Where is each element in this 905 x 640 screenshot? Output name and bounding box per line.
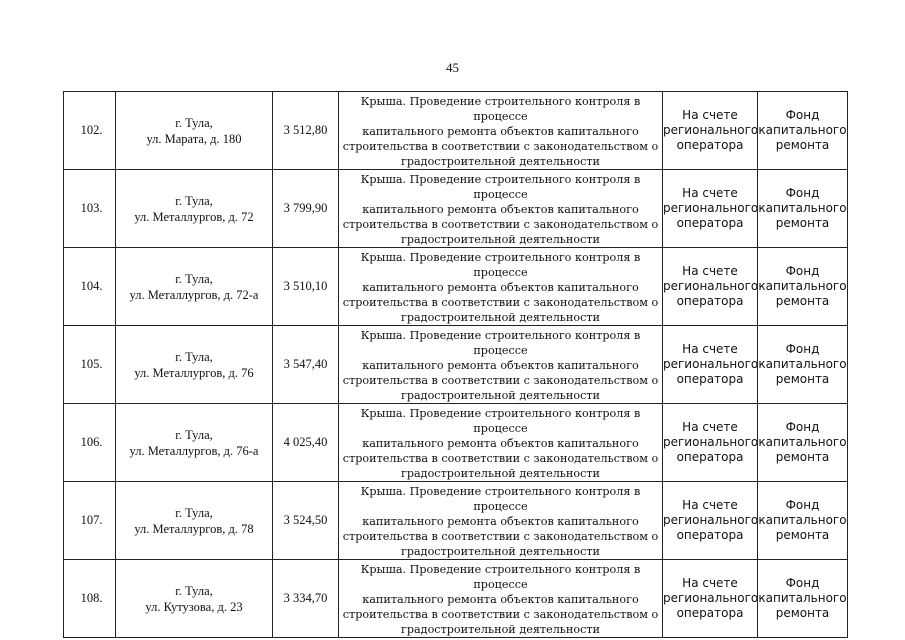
funding-source-line: капитального <box>758 357 847 371</box>
repair-table <box>63 91 848 638</box>
cost-value: 3 524,50 <box>283 513 328 527</box>
row-number-cell <box>64 482 116 560</box>
work-description-cell <box>339 326 663 404</box>
work-description-line: Крыша. Проведение строительного контроля в процессе <box>360 173 641 201</box>
funding-source-cell <box>758 560 848 638</box>
work-description-line: капитального ремонта объектов капитального <box>362 515 639 528</box>
funding-source-line: ремонта <box>775 606 830 620</box>
funding-source-line: капитального <box>758 591 847 605</box>
account-cell <box>663 482 758 560</box>
funding-source-line: капитального <box>758 513 847 527</box>
account-line: На счете <box>682 498 738 512</box>
funding-source-line: Фонд <box>785 108 820 122</box>
address-street: ул. Металлургов, д. 76-а <box>129 443 259 458</box>
work-description-line: градостроительной деятельности <box>400 545 600 558</box>
funding-source-line: капитального <box>758 201 847 215</box>
address-city: г. Тула, <box>175 193 213 208</box>
row-number: 104. <box>80 279 103 293</box>
funding-source-line: ремонта <box>775 450 830 464</box>
table-row <box>64 92 848 170</box>
work-description-line: капитального ремонта объектов капитального <box>362 203 639 216</box>
address-street: ул. Металлургов, д. 78 <box>134 521 254 536</box>
cost-cell <box>273 482 339 560</box>
work-description-line: градостроительной деятельности <box>400 389 600 402</box>
funding-source-line: ремонта <box>775 294 830 308</box>
cost-value: 4 025,40 <box>283 435 328 449</box>
cost-value: 3 512,80 <box>283 123 328 137</box>
funding-source-cell <box>758 404 848 482</box>
work-description-line: капитального ремонта объектов капитального <box>362 281 639 294</box>
funding-source-line: Фонд <box>785 264 820 278</box>
funding-source-line: ремонта <box>775 216 830 230</box>
funding-source-line: капитального <box>758 435 847 449</box>
account-line: оператора <box>676 372 744 386</box>
work-description-line: градостроительной деятельности <box>400 155 600 168</box>
row-number-cell <box>64 248 116 326</box>
cost-cell <box>273 248 339 326</box>
row-number: 107. <box>80 513 103 527</box>
address-street: ул. Марата, д. 180 <box>146 131 242 146</box>
work-description-line: Крыша. Проведение строительного контроля в процессе <box>360 485 641 513</box>
account-line: регионального <box>663 435 759 449</box>
work-description-line: строительства в соответствии с законодательством о <box>342 530 659 543</box>
account-line: На счете <box>682 264 738 278</box>
address-cell <box>116 326 273 404</box>
work-description-line: капитального ремонта объектов капитального <box>362 437 639 450</box>
address-cell <box>116 482 273 560</box>
table-row <box>64 404 848 482</box>
row-number: 106. <box>80 435 103 449</box>
account-line: регионального <box>663 201 759 215</box>
funding-source-line: Фонд <box>785 576 820 590</box>
account-line: оператора <box>676 528 744 542</box>
address-cell <box>116 170 273 248</box>
work-description-cell <box>339 170 663 248</box>
funding-source-line: капитального <box>758 123 847 137</box>
account-line: оператора <box>676 294 744 308</box>
funding-source-line: Фонд <box>785 420 820 434</box>
work-description-line: Крыша. Проведение строительного контроля в процессе <box>360 95 641 123</box>
funding-source-line: капитального <box>758 279 847 293</box>
address-street: ул. Металлургов, д. 72-а <box>129 287 259 302</box>
work-description-line: капитального ремонта объектов капитального <box>362 593 639 606</box>
address-street: ул. Металлургов, д. 76 <box>134 365 254 380</box>
address-street: ул. Металлургов, д. 72 <box>134 209 254 224</box>
account-line: оператора <box>676 138 744 152</box>
row-number-cell <box>64 326 116 404</box>
table-row <box>64 326 848 404</box>
funding-source-cell <box>758 170 848 248</box>
work-description-line: Крыша. Проведение строительного контроля в процессе <box>360 407 641 435</box>
work-description-line: строительства в соответствии с законодательством о <box>342 218 659 231</box>
page-number: 45 <box>446 60 459 75</box>
account-line: На счете <box>682 342 738 356</box>
cost-value: 3 799,90 <box>283 201 328 215</box>
work-description-cell <box>339 482 663 560</box>
work-description-line: градостроительной деятельности <box>400 311 600 324</box>
work-description-cell <box>339 92 663 170</box>
table-row <box>64 482 848 560</box>
row-number: 103. <box>80 201 103 215</box>
work-description-line: строительства в соответствии с законодательством о <box>342 140 659 153</box>
work-description-line: градостроительной деятельности <box>400 233 600 246</box>
work-description-cell <box>339 560 663 638</box>
address-city: г. Тула, <box>175 349 213 364</box>
address-city: г. Тула, <box>175 115 213 130</box>
account-line: регионального <box>663 591 759 605</box>
cost-cell <box>273 560 339 638</box>
work-description-line: Крыша. Проведение строительного контроля в процессе <box>360 563 641 591</box>
account-cell <box>663 560 758 638</box>
work-description-line: строительства в соответствии с законодательством о <box>342 452 659 465</box>
account-line: оператора <box>676 216 744 230</box>
row-number-cell <box>64 404 116 482</box>
row-number: 102. <box>80 123 103 137</box>
account-line: регионального <box>663 123 759 137</box>
address-street: ул. Кутузова, д. 23 <box>145 599 243 614</box>
table-row <box>64 560 848 638</box>
address-city: г. Тула, <box>175 427 213 442</box>
funding-source-line: ремонта <box>775 528 830 542</box>
account-line: оператора <box>676 450 744 464</box>
funding-source-line: Фонд <box>785 186 820 200</box>
cost-cell <box>273 404 339 482</box>
account-cell <box>663 170 758 248</box>
table-row <box>64 170 848 248</box>
funding-source-cell <box>758 92 848 170</box>
address-cell <box>116 404 273 482</box>
funding-source-cell <box>758 326 848 404</box>
table-body <box>64 92 848 638</box>
address-city: г. Тула, <box>175 271 213 286</box>
funding-source-line: Фонд <box>785 498 820 512</box>
cost-value: 3 334,70 <box>283 591 328 605</box>
table-row <box>64 248 848 326</box>
work-description-cell <box>339 404 663 482</box>
account-line: На счете <box>682 420 738 434</box>
row-number: 108. <box>80 591 103 605</box>
funding-source-line: ремонта <box>775 372 830 386</box>
cost-cell <box>273 92 339 170</box>
cost-value: 3 547,40 <box>283 357 328 371</box>
account-cell <box>663 248 758 326</box>
account-line: На счете <box>682 108 738 122</box>
cost-cell <box>273 170 339 248</box>
address-cell <box>116 92 273 170</box>
account-cell <box>663 404 758 482</box>
account-cell <box>663 326 758 404</box>
work-description-line: строительства в соответствии с законодательством о <box>342 374 659 387</box>
address-cell <box>116 248 273 326</box>
account-line: регионального <box>663 279 759 293</box>
account-cell <box>663 92 758 170</box>
funding-source-cell <box>758 482 848 560</box>
work-description-line: Крыша. Проведение строительного контроля в процессе <box>360 251 641 279</box>
row-number: 105. <box>80 357 103 371</box>
row-number-cell <box>64 560 116 638</box>
funding-source-line: Фонд <box>785 342 820 356</box>
address-city: г. Тула, <box>175 505 213 520</box>
funding-source-cell <box>758 248 848 326</box>
work-description-line: строительства в соответствии с законодательством о <box>342 296 659 309</box>
account-line: регионального <box>663 513 759 527</box>
work-description-line: градостроительной деятельности <box>400 467 600 480</box>
work-description-line: градостроительной деятельности <box>400 623 600 636</box>
funding-source-line: ремонта <box>775 138 830 152</box>
work-description-cell <box>339 248 663 326</box>
account-line: регионального <box>663 357 759 371</box>
account-line: На счете <box>682 186 738 200</box>
work-description-line: капитального ремонта объектов капитального <box>362 125 639 138</box>
row-number-cell <box>64 92 116 170</box>
account-line: оператора <box>676 606 744 620</box>
work-description-line: капитального ремонта объектов капитального <box>362 359 639 372</box>
cost-cell <box>273 326 339 404</box>
cost-value: 3 510,10 <box>283 279 328 293</box>
address-cell <box>116 560 273 638</box>
row-number-cell <box>64 170 116 248</box>
address-city: г. Тула, <box>175 583 213 598</box>
account-line: На счете <box>682 576 738 590</box>
work-description-line: Крыша. Проведение строительного контроля в процессе <box>360 329 641 357</box>
work-description-line: строительства в соответствии с законодательством о <box>342 608 659 621</box>
